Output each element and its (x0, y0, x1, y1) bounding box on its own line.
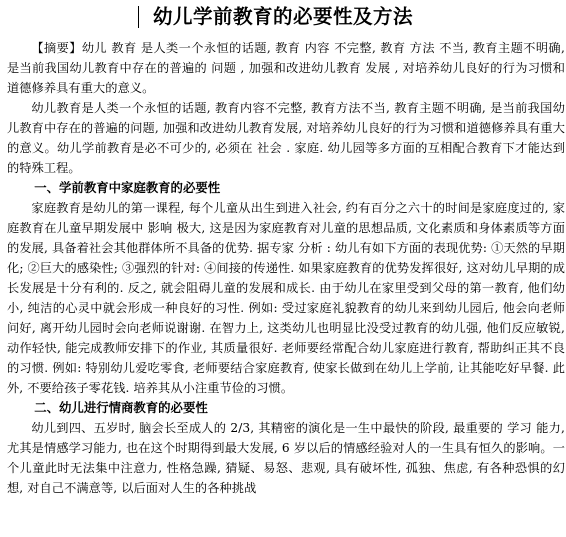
section-heading-eq-education: 二、幼儿进行情商教育的必要性 (34, 400, 208, 415)
document-title: 幼儿学前教育的必要性及方法 (152, 5, 413, 28)
section-paragraph-eq-education: 幼儿到四、五岁时, 脑会长至成人的 2/3, 其精密的演化是一生中最快的阶段, 最重要的 学习 能力, 尤其是情感学习能力, 也在这个时期得到最大发展, 6 岁以后的情感经验对人的一生具有恒久的影响。一个儿童此时无法集中注意力, 性格急躁, 猜疑、易怒、悲观, 具有破坏性, 孤独、焦虑, 有各种恐惧的幻想, 对自己不满意等, 以后面对人生的各种挑战 (7, 421, 565, 495)
document-body (7, 38, 565, 498)
section-paragraph-family-education: 家庭教育是幼儿的第一课程, 每个儿童从出生到进入社会, 约有百分之六十的时间是家庭度过的, 家庭教育在儿童早期发展中 影响 极大, 这是因为家庭教育对儿童的思想品质, 文化素质和身体素质等方面的发展, 具备着社会其他群体所不具备的优势. 据专家 分析 : 幼儿有如下方面的表现优势: ①天然的早期化; ②巨大的感染性; ③强烈的针对: ④间接的传递性. 如果家庭教育的优势发挥很好, 这对幼儿早期的成长发展是十分有利的. 反之, 就会阻碍儿童的发展和成长. 由于幼儿在家里受到父母的第一教育, 他们幼小, 纯洁的心灵中就会形成一种良好的习性. 例如: 受过家庭礼貌教育的幼儿来到幼儿园后, 他会向老师问好, 离开幼儿园时会向老师说谢谢. 在智力上, 这类幼儿也明显比没受过教育的幼儿强, 他们反应敏锐, 动作轻快, 能完成教师安排下的作业, 其质量很好. 老师要经常配合幼儿家庭进行教育, 帮助纠正其不良的习惯. 例如: 特别幼儿爱吃零食, 老师要结合家庭教育, 使家长做到在幼儿上学前, 让其能吃好早餐. 此外, 不要给孩子零花钱. 培养其从小注重节俭的习惯。 (7, 201, 565, 395)
abstract-label: 【摘要】 (31, 41, 82, 55)
abstract-paragraph (7, 38, 565, 98)
abstract-text: 幼儿 教育 是人类一个永恒的话题, 教育 内容 不完整, 教育 方法 不当, 教育主题不明确, 是当前我国幼儿教育中存在的普遍的 问题 , 加强和改进幼儿教育 发展 , 对培养幼儿良好的行为习惯和道德修养具有重大的意义。 (7, 41, 566, 95)
intro-paragraph: 幼儿教育是人类一个永恒的话题, 教育内容不完整, 教育方法不当, 教育主题不明确, 是当前我国幼儿教育中存在的普遍的问题, 加强和改进幼儿教育发展, 对培养幼儿良好的行为习惯和道德修养具有重大的意义。幼儿学前教育是必不可少的, 必须在 社会 . 家庭. 幼儿园等多方面的互相配合教育下才能达到的特殊工程。 (7, 101, 565, 175)
section-heading-family-education: 一、学前教育中家庭教育的必要性 (34, 180, 221, 195)
